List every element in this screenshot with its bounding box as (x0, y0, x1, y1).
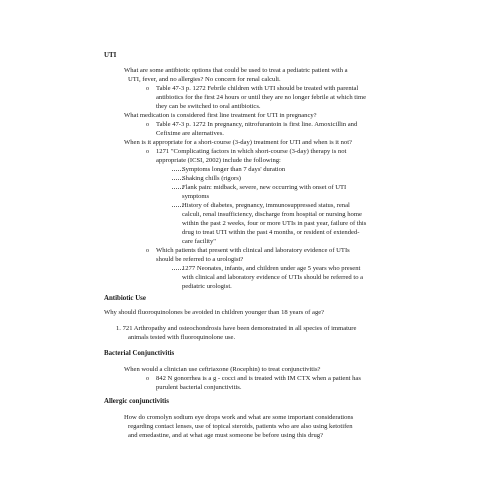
question-line: When is it appropriate for a short-course (3-day) treatment for UTI and when is it not? (124, 139, 352, 146)
question-line: What are some antibiotic options that could be used to treat a pediatric patient with a (124, 67, 348, 74)
bullet-marker-icon: o (146, 248, 149, 254)
sub-item: care facility" (182, 238, 216, 245)
heading-antibiotic-use: Antibiotic Use (104, 295, 146, 302)
answer-line: Which patients that present with clinical and laboratory evidence of UTIs (156, 247, 350, 254)
sub-item: pediatric urologist. (182, 283, 232, 290)
answer-line: Cefixime are alternatives. (156, 130, 224, 137)
answer-line: 842 N gonorrhea is a g - cocci and is treated with IM CTX when a patient has (156, 375, 361, 382)
sub-item: symptoms (182, 193, 210, 200)
sub-item: Shaking chills (rigors) (182, 175, 241, 182)
question-line: Why should fluoroquinolones be avoided in children younger than 18 years of age? (104, 309, 325, 316)
sub-item: History of diabetes, pregnancy, immunosuppressed status, renal (182, 202, 350, 209)
answer-line: Table 47-3 p. 1272 Febrile children with UTI should be treated with parental (156, 85, 359, 92)
sub-item: with clinical and laboratory evidence of UTIs should be referred to a (182, 274, 364, 281)
answer-line: appropriate (ICSI, 2002) include the following: (156, 157, 281, 164)
sub-item: Symptoms longer than 7 days' duration (182, 166, 286, 173)
question-line: UTI, fever, and no allergies? No concern for renal calculi. (128, 76, 281, 83)
numbered-item: 1. 721 Arthropathy and osteochondrosis have been demonstrated in all species of immature (116, 325, 357, 332)
question-line: When would a clinician use ceftriaxone (Rocephin) to treat conjunctivitis? (124, 366, 321, 373)
heading-allergic-conjunctivitis: Allergic conjunctivitis (104, 398, 169, 405)
bullet-marker-icon: o (146, 86, 149, 92)
answer-line: purulent bacterial conjunctivitis. (156, 384, 242, 391)
sub-item: calculi, renal insufficiency, discharge from hospital or nursing home (182, 211, 362, 218)
answer-line: 1271 "Complicating factors in which short-course (3-day) therapy is not (156, 148, 347, 155)
sub-item: 1277 Neonates, infants, and children under age 5 years who present (182, 265, 361, 272)
answer-line: Table 47-3 p. 1272 In pregnancy, nitrofurantoin is first line. Amoxicillin and (156, 121, 358, 128)
heading-bacterial-conjunctivitis: Bacterial Conjunctivitis (104, 350, 175, 357)
bullet-marker-icon: o (146, 122, 149, 128)
answer-line: antibiotics for the first 24 hours or until they are no longer febrile at which time (156, 94, 367, 101)
bullet-marker-icon: o (146, 376, 149, 382)
question-line: What medication is considered first line treatment for UTI in pregnancy? (124, 112, 317, 119)
sub-item: within the past 2 weeks, four or more UTIs in past year, failure of this (182, 220, 367, 227)
sub-item: drug to treat UTI within the past 4 months, or resident of extended- (182, 229, 360, 236)
answer-line: should be referred to a urologist? (156, 256, 244, 263)
bullet-marker-icon: o (146, 149, 149, 155)
question-line: and emedastine, and at what age must someone be before using this drug? (128, 432, 324, 439)
question-line: How do cromolyn sodium eye drops work and what are some important considerations (124, 414, 354, 421)
answer-line: they can be switched to oral antibiotics. (156, 103, 261, 110)
numbered-item: animals tested with fluoroquinolone use. (128, 334, 236, 341)
sub-item: Flank pain: midback, severe, new occurring with onset of UTI (182, 184, 347, 191)
heading-uti: UTI (104, 52, 117, 59)
question-line: regarding contact lenses, use of topical steroids, patients who are also using ketotifen (128, 423, 353, 430)
